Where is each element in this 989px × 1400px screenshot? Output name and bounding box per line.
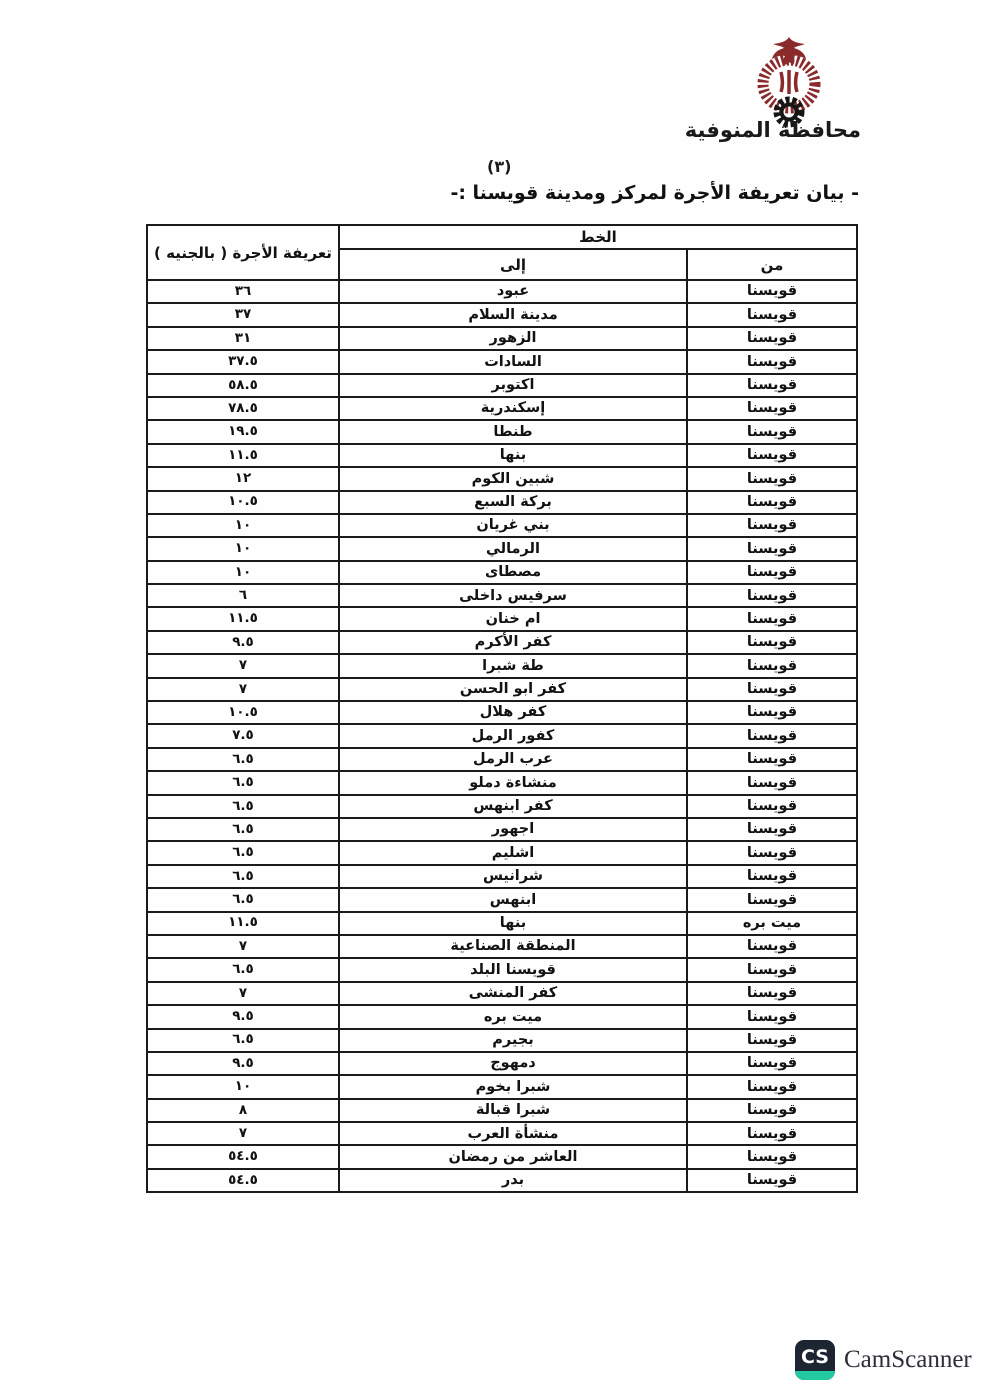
cell-from: قويسنا	[687, 327, 857, 350]
table-row	[147, 631, 857, 654]
fare-table-body	[147, 280, 857, 1192]
cell-fare: ٦.٥	[147, 771, 339, 794]
governorate-emblem-icon	[748, 34, 830, 128]
cell-to: بركة السبع	[339, 491, 687, 514]
table-row	[147, 420, 857, 443]
header-line: الخط	[339, 225, 857, 249]
camscanner-watermark	[795, 1340, 972, 1380]
cell-to: المنطقة الصناعية	[339, 935, 687, 958]
cell-to: ميت بره	[339, 1005, 687, 1028]
cell-to: كفر المنشى	[339, 982, 687, 1005]
cell-fare: ٥٨.٥	[147, 374, 339, 397]
camscanner-icon-teal-bar	[795, 1371, 835, 1380]
cell-to: منشاءة دملو	[339, 771, 687, 794]
table-row	[147, 514, 857, 537]
fare-table	[146, 224, 858, 1193]
cell-from: قويسنا	[687, 397, 857, 420]
cell-from: قويسنا	[687, 982, 857, 1005]
cell-fare: ١٠	[147, 514, 339, 537]
table-row	[147, 584, 857, 607]
table-row	[147, 841, 857, 864]
emblem-graphic	[748, 34, 830, 128]
cell-from: قويسنا	[687, 607, 857, 630]
table-row	[147, 1029, 857, 1052]
cell-from: قويسنا	[687, 678, 857, 701]
cell-fare: ٨	[147, 1099, 339, 1122]
cell-to: دمهوج	[339, 1052, 687, 1075]
table-row	[147, 958, 857, 981]
header-fare: تعريفة الأجرة ( بالجنيه )	[147, 225, 339, 280]
table-row	[147, 350, 857, 373]
cell-fare: ٦.٥	[147, 818, 339, 841]
table-row	[147, 865, 857, 888]
cell-to: اجهور	[339, 818, 687, 841]
cell-fare: ٩.٥	[147, 1052, 339, 1075]
table-row	[147, 537, 857, 560]
cell-fare: ١٠.٥	[147, 491, 339, 514]
cell-to: مدينة السلام	[339, 303, 687, 326]
cell-to: شبين الكوم	[339, 467, 687, 490]
table-row	[147, 771, 857, 794]
cell-to: اكتوبر	[339, 374, 687, 397]
cell-to: عبود	[339, 280, 687, 303]
cell-from: ميت بره	[687, 912, 857, 935]
cell-fare: ٦.٥	[147, 795, 339, 818]
cell-fare: ٦.٥	[147, 841, 339, 864]
cell-from: قويسنا	[687, 561, 857, 584]
cell-to: كفر الأكرم	[339, 631, 687, 654]
table-row	[147, 1099, 857, 1122]
page-number: (٣)	[487, 157, 512, 176]
cell-from: قويسنا	[687, 865, 857, 888]
cell-to: عرب الرمل	[339, 748, 687, 771]
cell-to: كفور الرمل	[339, 724, 687, 747]
cell-from: قويسنا	[687, 491, 857, 514]
cell-from: قويسنا	[687, 444, 857, 467]
cell-fare: ١٠.٥	[147, 701, 339, 724]
cell-to: كفر ابو الحسن	[339, 678, 687, 701]
cell-to: شبرا بخوم	[339, 1075, 687, 1098]
table-row	[147, 397, 857, 420]
camscanner-icon-letters: CS	[801, 1345, 829, 1368]
cell-to: إسكندرية	[339, 397, 687, 420]
table-row	[147, 1122, 857, 1145]
table-row	[147, 795, 857, 818]
cell-from: قويسنا	[687, 771, 857, 794]
cell-from: قويسنا	[687, 935, 857, 958]
cell-fare: ١١.٥	[147, 607, 339, 630]
cell-fare: ٧	[147, 1122, 339, 1145]
table-row	[147, 1052, 857, 1075]
cell-from: قويسنا	[687, 654, 857, 677]
cell-to: بني غريان	[339, 514, 687, 537]
cell-to: الزهور	[339, 327, 687, 350]
cell-to: بدر	[339, 1169, 687, 1192]
cell-from: قويسنا	[687, 748, 857, 771]
cell-to: بجيرم	[339, 1029, 687, 1052]
cell-from: قويسنا	[687, 1099, 857, 1122]
cell-fare: ٧٨.٥	[147, 397, 339, 420]
cell-from: قويسنا	[687, 584, 857, 607]
cell-from: قويسنا	[687, 467, 857, 490]
cell-from: قويسنا	[687, 1052, 857, 1075]
table-row	[147, 444, 857, 467]
cell-from: قويسنا	[687, 280, 857, 303]
table-row	[147, 818, 857, 841]
table-row	[147, 561, 857, 584]
table-row	[147, 748, 857, 771]
cell-fare: ٦.٥	[147, 748, 339, 771]
cell-fare: ٧	[147, 982, 339, 1005]
cell-fare: ٥٤.٥	[147, 1145, 339, 1168]
camscanner-icon	[795, 1340, 835, 1380]
table-row	[147, 467, 857, 490]
cell-to: طنطا	[339, 420, 687, 443]
cell-from: قويسنا	[687, 1145, 857, 1168]
cell-from: قويسنا	[687, 1169, 857, 1192]
table-row	[147, 935, 857, 958]
cell-fare: ٣٧	[147, 303, 339, 326]
table-row	[147, 1075, 857, 1098]
cell-from: قويسنا	[687, 841, 857, 864]
cell-fare: ٣٦	[147, 280, 339, 303]
table-row	[147, 374, 857, 397]
cell-from: قويسنا	[687, 958, 857, 981]
cell-fare: ٦.٥	[147, 865, 339, 888]
cell-to: ابنهس	[339, 888, 687, 911]
table-row	[147, 491, 857, 514]
table-row	[147, 701, 857, 724]
cell-fare: ١٠	[147, 537, 339, 560]
cell-to: سرفيس داخلى	[339, 584, 687, 607]
cell-fare: ١٢	[147, 467, 339, 490]
table-row	[147, 1145, 857, 1168]
table-row	[147, 280, 857, 303]
cell-to: شبرا قبالة	[339, 1099, 687, 1122]
cell-fare: ٦.٥	[147, 1029, 339, 1052]
table-row	[147, 888, 857, 911]
cell-from: قويسنا	[687, 514, 857, 537]
cell-fare: ٦	[147, 584, 339, 607]
cell-fare: ١٩.٥	[147, 420, 339, 443]
cell-fare: ١١.٥	[147, 444, 339, 467]
cell-to: مصطاى	[339, 561, 687, 584]
cell-to: منشأة العرب	[339, 1122, 687, 1145]
cell-fare: ١١.٥	[147, 912, 339, 935]
cell-fare: ١٠	[147, 561, 339, 584]
cell-to: ام خنان	[339, 607, 687, 630]
cell-fare: ٦.٥	[147, 958, 339, 981]
header-from: من	[687, 249, 857, 280]
cell-to: بنها	[339, 912, 687, 935]
header-to: إلى	[339, 249, 687, 280]
cell-from: قويسنا	[687, 420, 857, 443]
cell-to: العاشر من رمضان	[339, 1145, 687, 1168]
cell-from: قويسنا	[687, 1029, 857, 1052]
cell-fare: ٧	[147, 935, 339, 958]
cell-to: اشليم	[339, 841, 687, 864]
cell-from: قويسنا	[687, 795, 857, 818]
cell-to: طة شبرا	[339, 654, 687, 677]
cell-from: قويسنا	[687, 701, 857, 724]
cell-fare: ٩.٥	[147, 1005, 339, 1028]
cell-fare: ٣٧.٥	[147, 350, 339, 373]
cell-to: السادات	[339, 350, 687, 373]
table-row	[147, 724, 857, 747]
governorate-name: محافظة المنوفية	[684, 118, 861, 142]
cell-to: شرانيس	[339, 865, 687, 888]
cell-from: قويسنا	[687, 631, 857, 654]
table-row	[147, 607, 857, 630]
cell-from: قويسنا	[687, 303, 857, 326]
table-row	[147, 1169, 857, 1192]
cell-from: قويسنا	[687, 1075, 857, 1098]
cell-fare: ٩.٥	[147, 631, 339, 654]
cell-to: قويسنا البلد	[339, 958, 687, 981]
cell-from: قويسنا	[687, 374, 857, 397]
cell-to: الرمالي	[339, 537, 687, 560]
cell-fare: ٦.٥	[147, 888, 339, 911]
cell-fare: ٧.٥	[147, 724, 339, 747]
cell-from: قويسنا	[687, 724, 857, 747]
cell-fare: ٣١	[147, 327, 339, 350]
table-row	[147, 303, 857, 326]
document-title: - بيان تعريفة الأجرة لمركز ومدينة قويسنا :-	[450, 182, 859, 204]
cell-to: كفر ابنهس	[339, 795, 687, 818]
table-row	[147, 912, 857, 935]
wreath-inner-marks	[781, 70, 797, 94]
cell-from: قويسنا	[687, 350, 857, 373]
table-row	[147, 1005, 857, 1028]
cell-to: بنها	[339, 444, 687, 467]
cell-fare: ٧	[147, 654, 339, 677]
cell-fare: ١٠	[147, 1075, 339, 1098]
cell-from: قويسنا	[687, 537, 857, 560]
cell-from: قويسنا	[687, 818, 857, 841]
cell-fare: ٧	[147, 678, 339, 701]
table-header-row-line	[147, 225, 857, 249]
table-row	[147, 654, 857, 677]
table-row	[147, 327, 857, 350]
cell-to: كفر هلال	[339, 701, 687, 724]
table-row	[147, 982, 857, 1005]
cell-from: قويسنا	[687, 1122, 857, 1145]
cell-from: قويسنا	[687, 888, 857, 911]
cell-fare: ٥٤.٥	[147, 1169, 339, 1192]
cell-from: قويسنا	[687, 1005, 857, 1028]
table-row	[147, 678, 857, 701]
camscanner-label: CamScanner	[844, 1346, 972, 1373]
